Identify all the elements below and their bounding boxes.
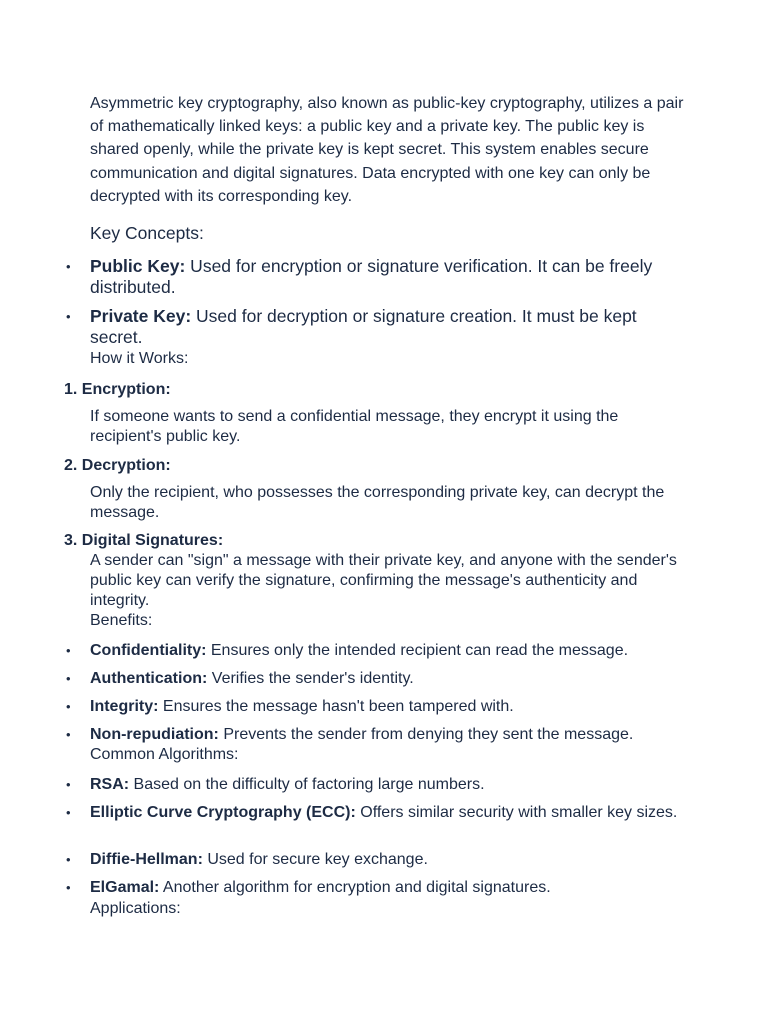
- list-item-private-key: [90, 306, 690, 348]
- list-item-term: Integrity:: [90, 698, 159, 715]
- step-body-decryption: Only the recipient, who possesses the corresponding private key, can decrypt the message.: [90, 484, 665, 521]
- list-item-authentication: [90, 669, 690, 689]
- key-concepts-heading: Key Concepts:: [90, 223, 204, 243]
- step-body-digital-signatures: A sender can "sign" a message with their private key, and anyone with the sender's public key can verify the signature, confirming the message's authenticity and integrity.: [90, 552, 677, 609]
- benefits-heading: Benefits:: [90, 612, 153, 629]
- list-item-desc: Ensures the message hasn't been tampered with.: [158, 698, 514, 715]
- list-item-term: RSA:: [90, 776, 130, 793]
- list-item-public-key: [90, 256, 690, 298]
- common-algorithms-heading: Common Algorithms:: [90, 746, 239, 763]
- list-item-term: Non-repudiation:: [90, 726, 219, 743]
- list-item-diffie-hellman: [90, 850, 690, 870]
- list-item-non-repudiation: [90, 725, 690, 745]
- list-item-term: ElGamal:: [90, 879, 160, 896]
- list-item-term: Private Key:: [90, 306, 192, 326]
- list-item-elgamal: [90, 878, 690, 898]
- list-item-integrity: [90, 697, 690, 717]
- list-item-desc: Prevents the sender from denying they sent the message.: [218, 726, 634, 743]
- list-item-desc: Used for secure key exchange.: [202, 851, 428, 868]
- step-body-encryption: If someone wants to send a confidential message, they encrypt it using the recipient's public key.: [90, 408, 619, 445]
- step-title-encryption: 1. Encryption:: [64, 381, 171, 398]
- list-item-desc: Another algorithm for encryption and digital signatures.: [159, 879, 551, 896]
- list-item-desc: Offers similar security with smaller key sizes.: [355, 804, 678, 821]
- applications-heading: Applications:: [90, 900, 181, 917]
- list-item-desc: Based on the difficulty of factoring large numbers.: [129, 776, 485, 793]
- list-item-term: Authentication:: [90, 670, 208, 687]
- list-item-term: Confidentiality:: [90, 642, 207, 659]
- how-it-works-heading: How it Works:: [90, 350, 189, 367]
- list-item-desc: Ensures only the intended recipient can read the message.: [206, 642, 629, 659]
- list-item-ecc: [90, 803, 690, 823]
- list-item-desc: Verifies the sender's identity.: [207, 670, 414, 687]
- list-item-term: Diffie-Hellman:: [90, 851, 203, 868]
- step-title-decryption: 2. Decryption:: [64, 457, 171, 474]
- list-item-term: Public Key:: [90, 256, 186, 276]
- list-item-desc: Used for encryption or signature verification. It can be freely distributed.: [90, 256, 653, 297]
- list-item-desc: Used for decryption or signature creation. It must be kept secret.: [90, 306, 637, 347]
- intro-paragraph: Asymmetric key cryptography, also known as public-key cryptography, utilizes a pair of mathematically linked keys: a public key and a private key. The public key is shared openly, while the private key is kept secret. This system enables secure communication and digital signatures. Data encrypted with one key can only be decrypted with its corresponding key.: [90, 95, 684, 205]
- step-title-digital-signatures: 3. Digital Signatures:: [64, 532, 224, 549]
- list-item-rsa: [90, 775, 690, 795]
- list-item-confidentiality: [90, 641, 690, 661]
- list-item-term: Elliptic Curve Cryptography (ECC):: [90, 804, 356, 821]
